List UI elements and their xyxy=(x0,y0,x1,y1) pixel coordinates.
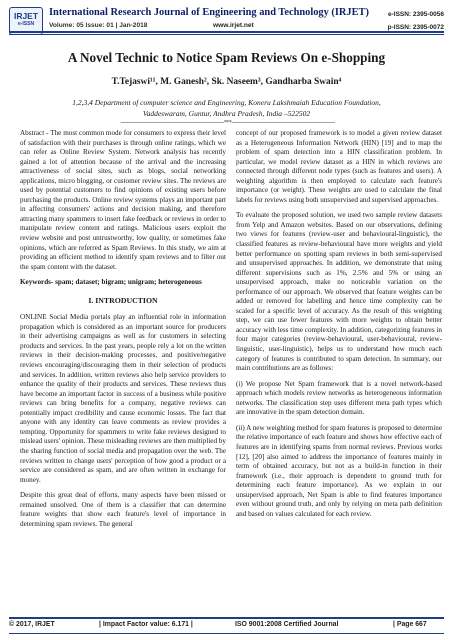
footer-impact-factor: | Impact Factor value: 6.171 | xyxy=(99,621,193,628)
abstract-text: Abstract - The most common mode for consumers to express their level of satisfaction with their purchases is through online ratings, which we can refer as Online Review System. Network analysis has recently gained a lot of attention because of the arrival and the increasing attractiveness of social sites, such as blogs, social networking applications, micro blogging, or customer review sites. The reviews are used by potential customers to find opinions of existing users before purchasing the products. Online review systems plays an important part in affecting consumers' actions and decision making, and therefore attracting many spammers to insert fake feedback or reviews in order to manipulate review content and ratings. Malicious users exploit the review website and post untrustworthy, low quality, or sometimes fake opinions, which are referred as Spam Reviews. In this study, we aim at providing an efficient method to identify spam reviews and to filter out the spam content with the dataset. xyxy=(20,129,226,271)
section-separator: ---------------------------------------------------------------------***--------------------------------------------------------------------- xyxy=(120,120,335,126)
footer-divider-bottom xyxy=(9,633,444,634)
footer-copyright: © 2017, IRJET xyxy=(9,621,55,628)
intro-paragraph-1: ONLINE Social Media portals play an influential role in information propagation which is considered as an important source for producers in their advertising campaigns as well as for customers in selecting products and services. In the past years, people rely a lot on the written reviews in their decision-making processes, and positive/negative reviews encouraging/discouraging them in their selection of products and services. In addition, written reviews also help service providers to enhance the quality of their products and services. These reviews thus have become an important factor in success of a business while positive reviews can bring benefits for a company, negative reviews can potentially impact credibility and cause economic losses. The fact that anyone with any identity can leave comments as review provides a tempting. Opportunity for spammers to write fake reviews designed to mislead users' opinion. These misleading reviews are then multiplied by the sharing function of social media and propagation over the web. The reviews written to change users' perception of how good a product or a service are considered as spam, and are often written in exchange for money. xyxy=(20,313,226,484)
author-affiliation xyxy=(0,97,453,119)
contribution-item-1: (i) We propose Net Spam framework that is a novel network-based approach which models review networks as heterogeneous information networks. The classification step uses different meta path types which are innovative in the spam detection domain. xyxy=(236,379,442,417)
section-heading-introduction: I. INTRODUCTION xyxy=(88,295,158,305)
logo-text: IRJET xyxy=(13,11,39,21)
affiliation-line-2: Vaddeswaram, Guntur, Andhra Pradesh, India –522502 xyxy=(142,109,311,118)
header-divider-thin xyxy=(9,34,444,35)
volume-issue: Volume: 05 Issue: 01 | Jan-2018 xyxy=(49,22,148,29)
p-issn: p-ISSN: 2395-0072 xyxy=(387,24,444,31)
footer-divider xyxy=(9,617,444,619)
keywords: Keywords- spam; dataset; bigram; unigram; heterogeneous xyxy=(20,278,202,287)
affiliation-line-1: 1,2,3,4 Department of computer science and Engineering, Koneru Lakshmaiah Education Foundation, xyxy=(72,98,381,107)
framework-paragraph: concept of our proposed framework is to model a given review dataset as a Heterogeneous Information Network (HIN) [19] and to map the problem of spam detection into a HIN classification problem. In particular, we model review dataset as a HIN in which reviews are connected through different node types (such as features and users). A weighting algorithm is then employed to calculate each feature's importance (or weight). These weights are used to calculate the final labels for reviews using both unsupervised and supervised approaches. xyxy=(236,129,442,204)
intro-paragraph-2: Despite this great deal of efforts, many aspects have been missed or remained unsolved. One of them is a classifier that can determine feature weights that show each feature's level of importance in determining spam reviews. The general xyxy=(20,491,226,528)
contribution-item-2: (ii) A new weighting method for spam features is proposed to determine the relative importance of each feature and shows how effective each of features are in identifying spams from normal reviews. Previous works [12], [20] also aimed to address the importance of features mainly in term of obtained accuracy, but not as a build-in function in their framework (i.e., their approach is dependent to ground truth for determining each feature importance). As we explain in our unsupervised approach, Net Spam is able to find features importance even without ground truth, and only by relying on meta path definition and based on values calculated for each review. xyxy=(236,423,442,518)
journal-name: International Research Journal of Engineering and Technology (IRJET) xyxy=(49,7,369,18)
left-column xyxy=(20,129,226,535)
header-divider xyxy=(9,31,444,33)
footer-iso: ISO 9001:2008 Certified Journal xyxy=(235,621,339,628)
evaluation-paragraph: To evaluate the proposed solution, we used two sample review datasets from Yelp and Amazon websites. Based on our observations, defining two views for features (review-user and behavioural-linguistic), the classified features as review-behavioural have more weights and yield better performance on spotting spam reviews in both semi-supervised and unsupervised approaches. In addition, we demonstrate that using different supervisions such as 1%, 2.5% and 5% or using an unsupervised approach, make no noticeable variation on the performance of our approach. We observed that feature weights can be added or removed for labelling and hence time complexity can be scaled for a specific level of accuracy. As the result of this weighting step, we can use fewer features with more weights to obtain better accuracy with less time complexity. In addition, categorizing features in four major categories (review-behavioural, user-behavioural, review-linguistic, user-linguistic), helps us to understand how much each category of features is contributed to spam detection. In summary, our main contributions are as follows: xyxy=(236,211,442,373)
logo-subtext: e-ISSN xyxy=(17,21,35,27)
right-column xyxy=(236,129,442,525)
paper-authors: T.Tejaswi¹¹, M. Ganesh², Sk. Naseem³, Gandharba Swain⁴ xyxy=(111,77,342,87)
journal-website-link[interactable]: www.irjet.net xyxy=(213,22,254,29)
footer-page-number: | Page 667 xyxy=(393,621,427,628)
e-issn: e-ISSN: 2395-0056 xyxy=(387,11,444,18)
paper-title: A Novel Technic to Notice Spam Reviews On e-Shopping xyxy=(67,50,386,65)
